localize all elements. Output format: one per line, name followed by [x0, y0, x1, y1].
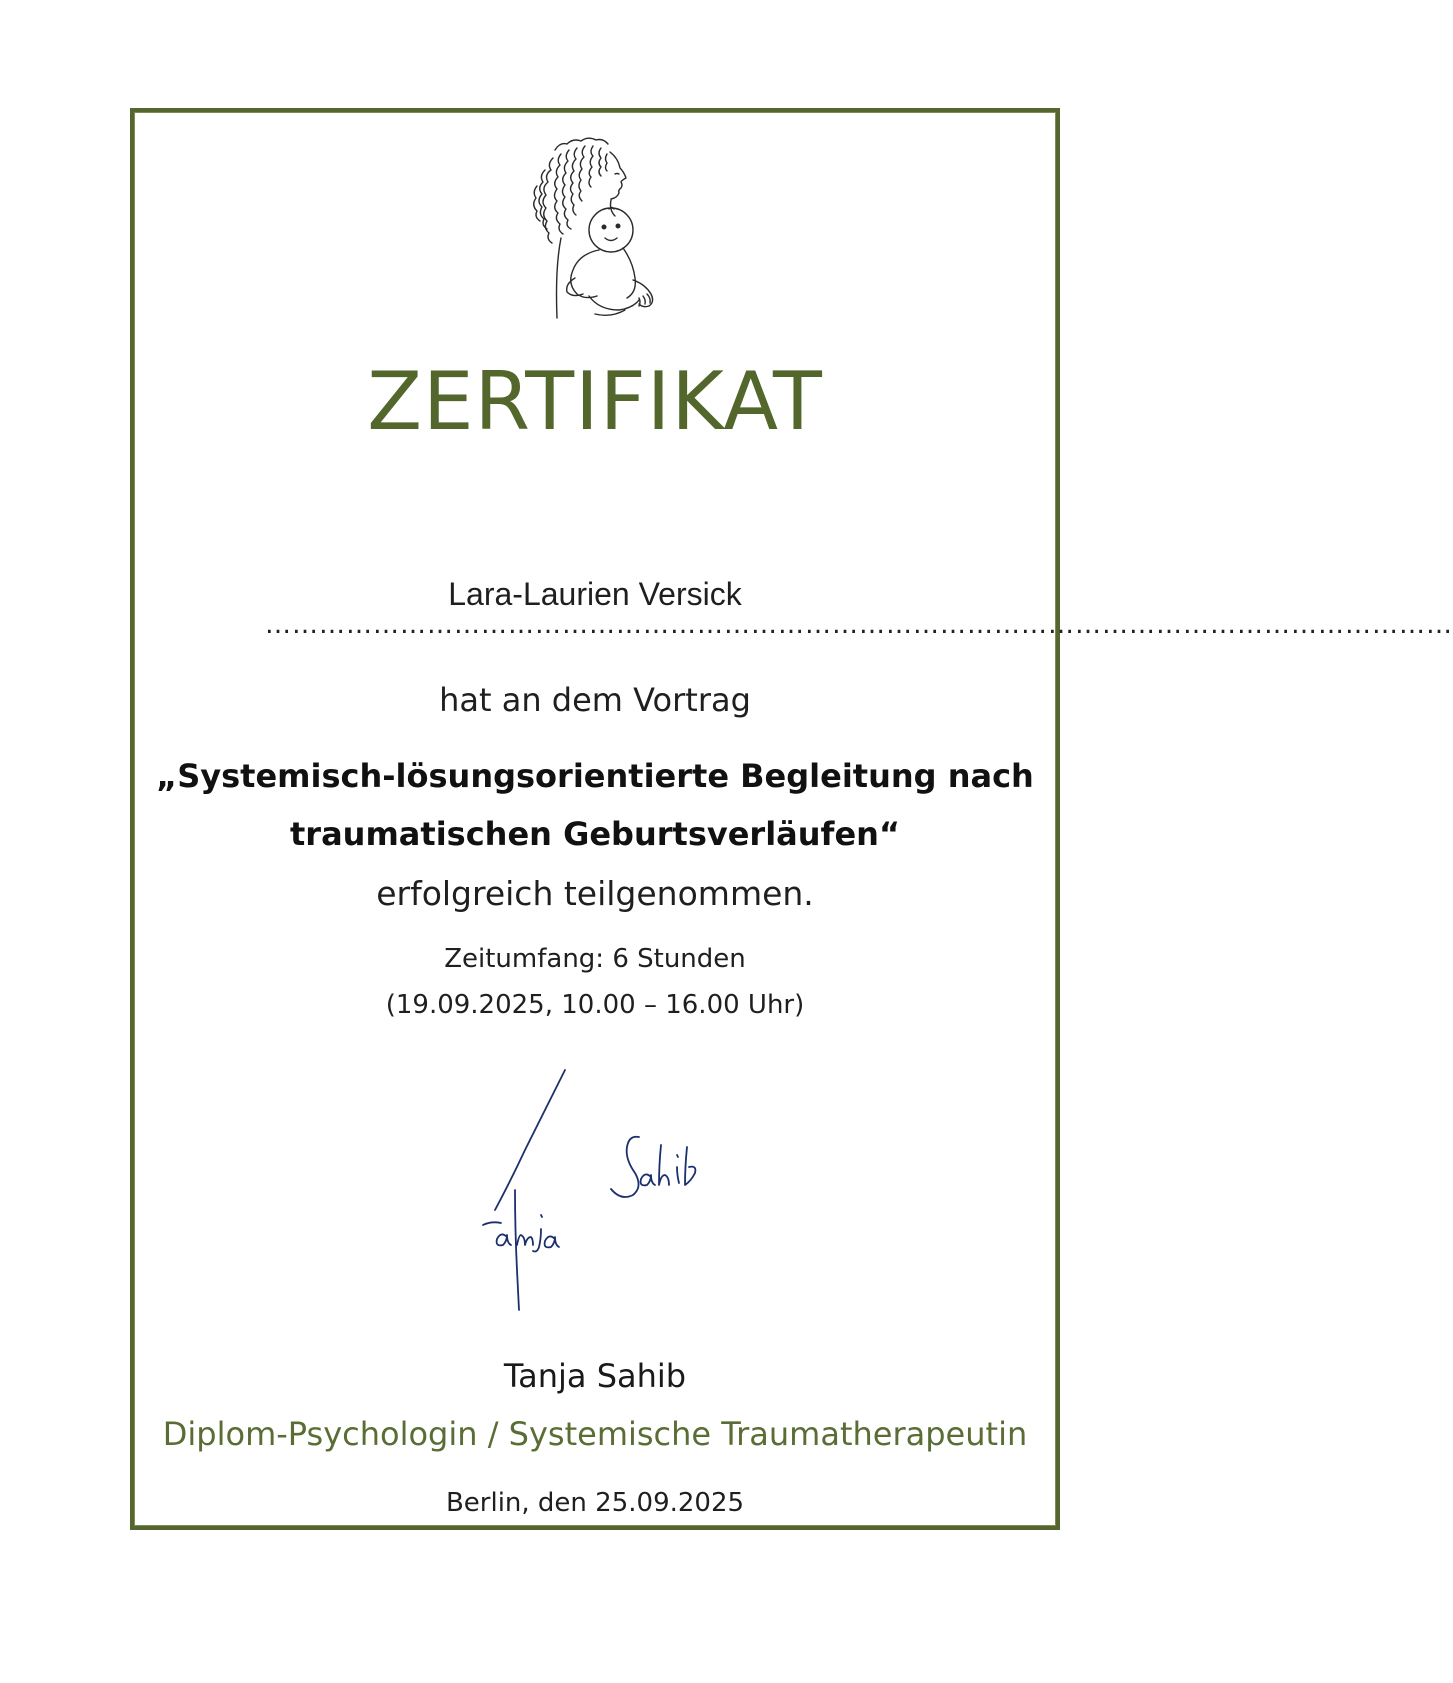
signer-name: Tanja Sahib	[503, 1357, 687, 1395]
talk-title-line-1: „Systemisch-lösungsorientierte Begleitung nach	[156, 757, 1034, 795]
place-and-date: Berlin, den 25.09.2025	[445, 1488, 745, 1518]
handwritten-signature	[455, 1055, 745, 1325]
recipient-name: Lara-Laurien Versick	[448, 576, 742, 612]
certificate-title: ZERTIFIKAT	[367, 355, 823, 448]
duration-text: Zeitumfang: 6 Stunden	[444, 944, 746, 974]
signer-role: Diplom-Psychologin / Systemische Traumatherapeutin	[162, 1415, 1028, 1453]
talk-title-line-2: traumatischen Geburtsverläufen“	[290, 815, 900, 853]
intro-text: hat an dem Vortrag	[439, 681, 751, 719]
date-time-text: (19.09.2025, 10.00 – 16.00 Uhr)	[385, 990, 805, 1020]
completion-text: erfolgreich teilgenommen.	[376, 874, 814, 913]
mother-with-baby-illustration	[515, 130, 695, 325]
name-dotted-line: ……………………………………………………………………………………………………………………	[265, 610, 1453, 640]
